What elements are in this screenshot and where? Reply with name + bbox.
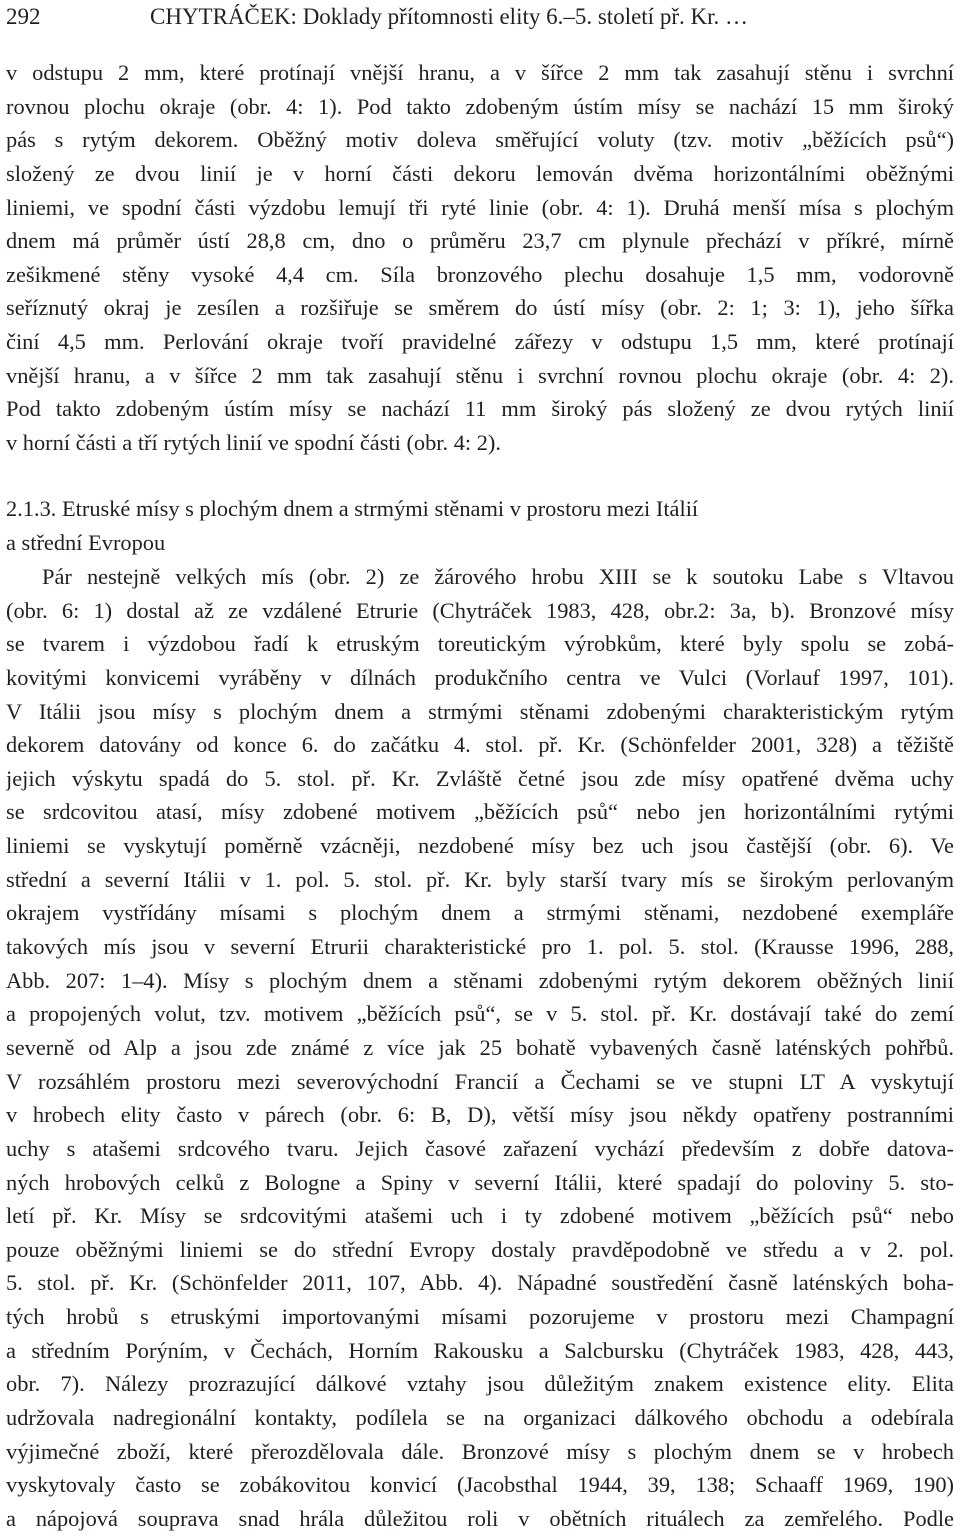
section-heading <box>6 492 954 559</box>
text-line: severně od Alp a jsou zde známé z více jak 25 bohatě vybavených časně laténských pohřbů. <box>6 1034 954 1060</box>
text-line: jejich výskytu spadá do 5. stol. př. Kr. Zvláště četné jsou zde mísy opatřené dvěma uchy <box>6 765 954 791</box>
text-line: a středním Porýním, v Čechách, Horním Rakousku a Salcbursku (Chytráček 1983, 428, 443, <box>6 1337 954 1363</box>
text-line: Pod takto zdobeným ústím mísy se nachází 11 mm široký pás složený ze dvou rytých linií <box>6 396 954 422</box>
text-line: liniemi, ve spodní části výzdobu lemují tři ryté linie (obr. 4: 1). Druhá menší mísa s plochým <box>6 194 954 220</box>
page-number: 292 <box>6 4 41 29</box>
text-line: vyskytovaly často se zobákovitou konvicí (Jacobsthal 1944, 39, 138; Schaaff 1969, 190) <box>6 1472 954 1498</box>
text-line: pouze oběžnými liniemi se do střední Evropy dostaly pravděpodobně ve středu a v 2. pol. <box>6 1236 954 1262</box>
section-heading-line: 2.1.3. Etruské mísy s plochým dnem a strmými stěnami v prostoru mezi Itálií <box>6 496 699 521</box>
text-line: vnější hranu, a v šířce 2 mm tak zasahují stěnu i svrchní rovnou plochu okraje (obr. 4: 2). <box>6 362 954 388</box>
paragraph-1 <box>6 56 954 460</box>
text-line: se srdcovitou atasí, mísy zdobené motivem „běžících psů“ nebo jen horizontálními rytými <box>6 799 954 825</box>
text-line: a nápojová souprava snad hrála důležitou roli v obětních rituálech za zemřelého. Podle <box>6 1505 954 1531</box>
text-line: a propojených volut, tzv. motivem „běžících psů“, se v 5. stol. př. Kr. dostávají také do zemí <box>6 1001 954 1027</box>
text-line: obr. 7). Nálezy prozrazující dálkové vztahy jsou důležitým znakem existence elity. Elita <box>6 1371 954 1397</box>
text-line: Pár nestejně velkých mís (obr. 2) ze žárového hrobu XIII se k soutoku Labe s Vltavou <box>42 564 954 589</box>
running-head-title: CHYTRÁČEK: Doklady přítomnosti elity 6.–5. století př. Kr. … <box>150 4 748 29</box>
text-line: zešikmené stěny vysoké 4,4 cm. Síla bronzového plechu dosahuje 1,5 mm, vodorovně <box>6 261 954 287</box>
text-line: V rozsáhlém prostoru mezi severovýchodní Francií a Čechami se ve stupni LT A vyskytují <box>6 1068 954 1094</box>
text-line: kovitými konvicemi vyráběny v dílnách produkčního centra ve Vulci (Vorlauf 1997, 101). <box>6 664 954 690</box>
text-line: v odstupu 2 mm, které protínají vnější hranu, a v šířce 2 mm tak zasahují stěnu i svrchní <box>6 60 954 85</box>
text-line: pás s rytým dekorem. Oběžný motiv doleva směřující voluty (tzv. motiv „běžících psů“) <box>6 127 954 153</box>
text-line: letí př. Kr. Mísy se srdcovitými atašemi uch i ty zdobené motivem „běžících psů“ nebo <box>6 1203 954 1229</box>
text-line: udržovala nadregionální kontakty, podílela se na organizaci dálkového obchodu a odebírala <box>6 1405 954 1431</box>
paragraph-2 <box>6 560 954 1536</box>
text-line: takových mís jsou v severní Etrurii charakteristické pro 1. pol. 5. stol. (Krausse 1996, 288, <box>6 934 954 960</box>
text-line: výjimečné zboží, které přerozdělovala dále. Bronzové mísy s plochým dnem se v hrobech <box>6 1438 954 1464</box>
text-line: uchy s atašemi srdcového tvaru. Jejich časové zařazení vychází především z dobře datova- <box>6 1135 954 1161</box>
section-heading-line: a střední Evropou <box>6 529 166 555</box>
text-line: 5. stol. př. Kr. (Schönfelder 2011, 107, Abb. 4). Nápadné soustředění časně laténských boha- <box>6 1270 954 1296</box>
text-line: V Itálii jsou mísy s plochým dnem a strmými stěnami zdobenými charakteristickým rytým <box>6 698 954 724</box>
text-line: se tvarem i výzdobou řadí k etruským toreutickým výrobkům, které byly spolu se zobá- <box>6 631 954 657</box>
text-line: činí 4,5 mm. Perlování okraje tvoří pravidelné zářezy v odstupu 1,5 mm, které protínají <box>6 329 954 355</box>
text-line: ných hrobových celků z Bologne a Spiny v severní Itálii, které spadají do poloviny 5. sto- <box>6 1169 954 1195</box>
text-line: Abb. 207: 1–4). Mísy s plochým dnem a stěnami zdobenými rytým dekorem oběžných linií <box>6 967 954 993</box>
text-line: liniemi se vyskytují poměrně vzácněji, nezdobené mísy bez uch jsou častější (obr. 6). Ve <box>6 833 954 859</box>
text-line: seříznutý okraj je zesílen a rozšiřuje se směrem do ústí mísy (obr. 2: 1; 3: 1), jeho šířka <box>6 295 954 321</box>
text-line: střední a severní Itálii v 1. pol. 5. stol. př. Kr. byly starší tvary mís se širokým perlovaným <box>6 866 954 892</box>
text-line: v hrobech elity často v párech (obr. 6: B, D), větší mísy jsou někdy opatřeny postranními <box>6 1102 954 1128</box>
text-line: v horní části a tří rytých linií ve spodní části (obr. 4: 2). <box>6 430 501 456</box>
text-line: složený ze dvou linií je v horní části dekoru lemován dvěma horizontálními oběžnými <box>6 160 954 186</box>
text-line: (obr. 6: 1) dostal až ze vzdálené Etrurie (Chytráček 1983, 428, obr.2: 3a, b). Bronzové mísy <box>6 597 954 623</box>
text-line: okrajem vystřídány mísami s plochým dnem a strmými stěnami, nezdobené exempláře <box>6 900 954 926</box>
text-line: dnem má průměr ústí 28,8 cm, dno o průměru 23,7 cm plynule přechází v příkré, mírně <box>6 228 954 254</box>
text-line: tých hrobů s etruskými importovanými mísami pozorujeme v prostoru mezi Champagní <box>6 1304 954 1330</box>
text-line: dekorem datovány od konce 6. do začátku 4. stol. př. Kr. (Schönfelder 2001, 328) a těžiště <box>6 732 954 758</box>
text-line: rovnou plochu okraje (obr. 4: 1). Pod takto zdobeným ústím mísy se nachází 15 mm široký <box>6 93 954 119</box>
running-head <box>6 2 954 32</box>
